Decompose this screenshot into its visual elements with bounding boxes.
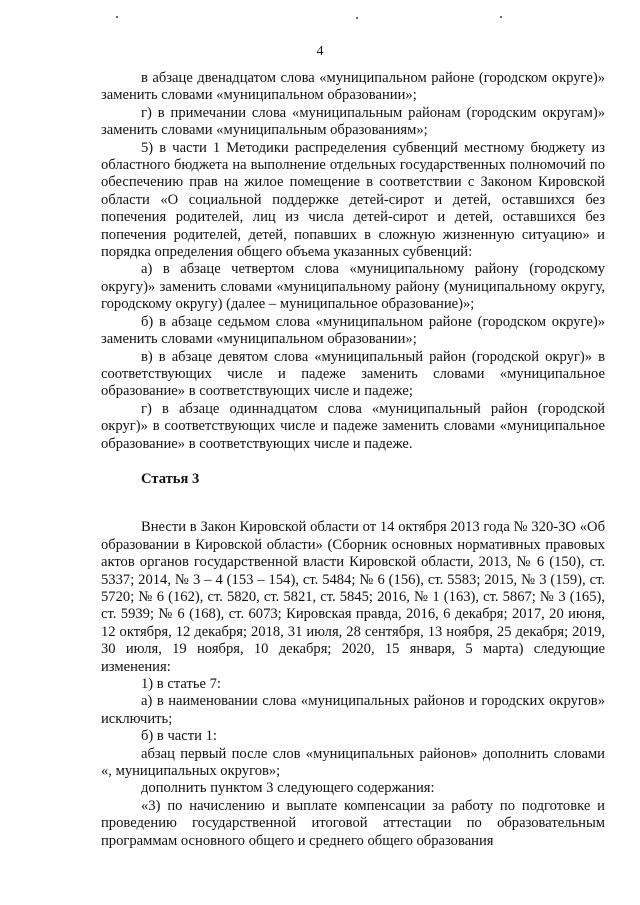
paragraph: в) в абзаце девятом слова «муниципальный район (городской округ)» в соответствующих числе и падеже заменить словами «муниципальное образование» в соответствующих числе и падеже; bbox=[101, 348, 605, 400]
paragraph: б) в части 1: bbox=[141, 728, 217, 745]
paragraph: 5) в части 1 Методики распределения субвенций местному бюджету из областного бюджета на выполнение отдельных государственных полномочий по обеспечению прав на жилое помещение в соответствии с Законом Кировской области «О социальной поддержке детей-сирот и детей, оставшихся без попечения родителей, лиц из числа детей-сирот и детей, оставшихся без попечения родителей, детей, попавших в сложную жизненную ситуацию» и порядка определения общего объема указанных субвенций: bbox=[101, 139, 605, 261]
paragraph: г) в примечании слова «муниципальным районам (городским округам)» заменить словами «муниципальным образованиям»; bbox=[101, 104, 605, 139]
paragraph: 1) в статье 7: bbox=[141, 676, 221, 692]
paragraph: «3) по начислению и выплате компенсации за работу по подготовке и проведению государственной итоговой аттестации по образовательным программам основного общего и среднего общего образования bbox=[101, 797, 605, 849]
paragraph: дополнить пунктом 3 следующего содержания: bbox=[141, 780, 435, 797]
scan-speck bbox=[116, 16, 118, 18]
paragraph: а) в абзаце четвертом слова «муниципальному району (городскому округу)» заменить словами «муниципальному району (муниципальному округу, городскому округу) (далее – муниципальное образование)»; bbox=[101, 261, 605, 313]
scan-speck bbox=[500, 16, 502, 18]
paragraph: Внести в Закон Кировской области от 14 октября 2013 года № 320-ЗО «Об образовании в Кировской области» (Сборник основных нормативных правовых актов органов государственной власти Кировской области, 2013, № 6 (150), ст. 5337; 2014, № 3 – 4 (153 – 154), ст. 5484; № 6 (156), ст. 5583; 2015, № 3 (159), ст. 5720; № 6 (162), ст. 5820, ст. 5821, ст. 5845; 2016, № 1 (163), ст. 5867; № 3 (165), ст. 5939; № 6 (168), ст. 6073; Кировская правда, 2016, 6 декабря; 2017, 20 июня, 12 октября, 12 декабря; 2018, 31 июля, 28 сентября, 13 ноября, 25 декабря; 2019, 30 июля, 19 ноября, 10 декабря; 2020, 15 января, 5 марта) следующие изменения: bbox=[101, 519, 605, 675]
paragraph: б) в абзаце седьмом слова «муниципальном районе (городском округе)» заменить словами «муниципальном образовании»; bbox=[101, 313, 605, 348]
paragraph: а) в наименовании слова «муниципальных районов и городских округов» исключить; bbox=[101, 693, 605, 727]
paragraph: абзац первый после слов «муниципальных районов» дополнить словами «, муниципальных округов»; bbox=[101, 745, 605, 780]
page-number: 4 bbox=[316, 44, 324, 59]
paragraph: г) в абзаце одиннадцатом слова «муниципальный район (городской округ)» в соответствующих числе и падеже заменить словами «муниципальное образование» в соответствующих числе и падеже. bbox=[101, 400, 605, 452]
document-body bbox=[101, 70, 605, 850]
scan-speck bbox=[356, 17, 358, 19]
article-heading: Статья 3 bbox=[141, 470, 200, 487]
paragraph: в абзаце двенадцатом слова «муниципальном районе (городском округе)» заменить словами «муниципальном образовании»; bbox=[101, 70, 605, 104]
